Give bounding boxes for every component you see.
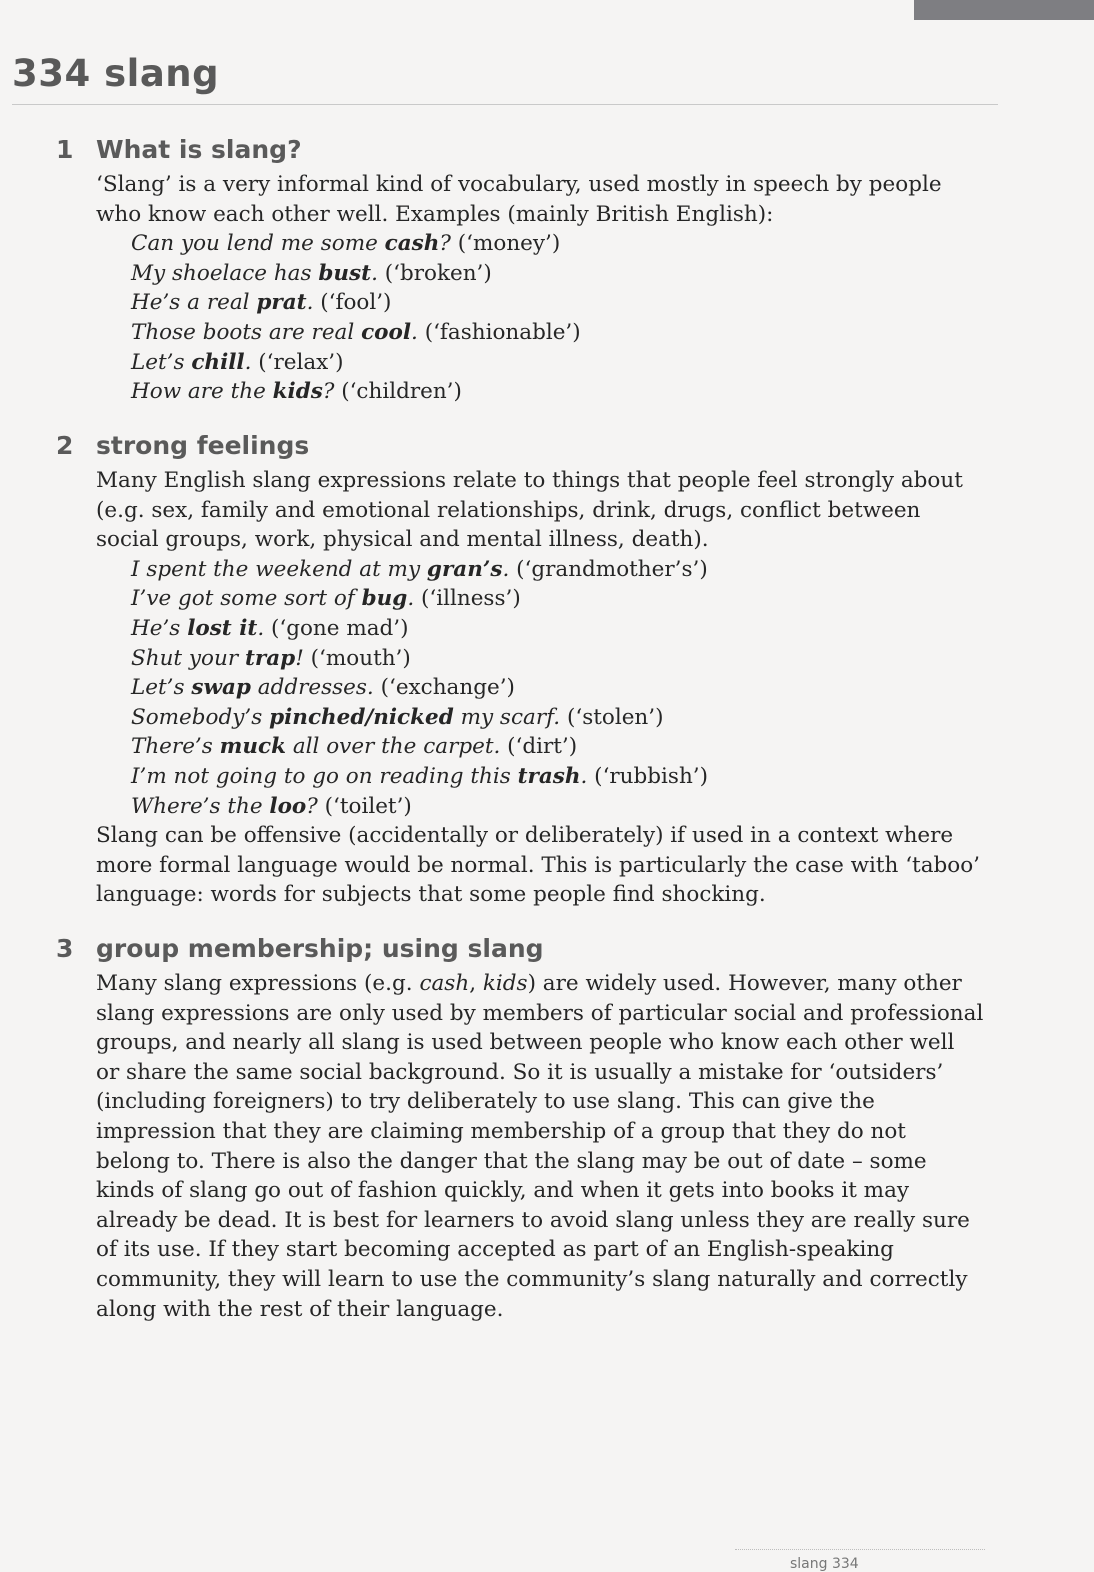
section-number: 1 (56, 135, 74, 164)
section-number: 3 (56, 934, 74, 963)
section-3 (56, 929, 1006, 1324)
paragraph-line: belong to. There is also the danger that the slang may be out of date – some (96, 1148, 927, 1174)
paragraph-line: (e.g. sex, family and emotional relationships, drink, drugs, conflict between (96, 497, 921, 523)
example-line: Let’s chill. (‘relax’) (131, 349, 344, 375)
example-line: He’s lost it. (‘gone mad’) (131, 615, 409, 641)
section-2 (56, 426, 1006, 910)
paragraph-line: already be dead. It is best for learners to avoid slang unless they are really sure (96, 1207, 970, 1233)
example-line: My shoelace has bust. (‘broken’) (131, 260, 492, 286)
paragraph-line: or share the same social background. So it is usually a mistake for ‘outsiders’ (96, 1059, 944, 1085)
running-footer: slang 334 (790, 1556, 859, 1572)
paragraph-line: social groups, work, physical and mental illness, death). (96, 527, 709, 553)
paragraph-line: ‘Slang’ is a very informal kind of vocabulary, used mostly in speech by people (96, 172, 942, 197)
section-body (96, 466, 1006, 910)
paragraph-line: Many slang expressions (e.g. cash, kids) are widely used. However, many other (96, 971, 962, 996)
section-heading (56, 426, 1006, 466)
paragraph-line: who know each other well. Examples (mainly British English): (96, 201, 774, 227)
section-title: What is slang? (96, 135, 302, 164)
paragraph-line: impression that they are claiming membership of a group that they do not (96, 1118, 906, 1144)
section-body (96, 969, 1006, 1324)
paragraph-line: (including foreigners) to try deliberately to use slang. This can give the (96, 1089, 875, 1115)
paragraph-line: slang expressions are only used by members of particular social and professional (96, 1000, 984, 1026)
example-line: Somebody’s pinched/nicked my scarf. (‘stolen’) (131, 704, 664, 730)
paragraph-line: language: words for subjects that some people find shocking. (96, 882, 766, 908)
example-line: I spent the weekend at my gran’s. (‘grandmother’s’) (131, 556, 708, 582)
example-line: Where’s the loo? (‘toilet’) (131, 793, 412, 819)
example-line: I’m not going to go on reading this trash. (‘rubbish’) (131, 763, 709, 789)
paragraph-line: community, they will learn to use the community’s slang naturally and correctly (96, 1266, 968, 1292)
example-line: There’s muck all over the carpet. (‘dirt’) (131, 734, 578, 760)
paragraph-line: Many English slang expressions relate to things that people feel strongly about (96, 468, 963, 493)
paragraph-line: Slang can be offensive (accidentally or deliberately) if used in a context where (96, 823, 954, 849)
section-number: 2 (56, 431, 74, 460)
title-rule (12, 104, 998, 105)
example-line: Shut your trap! (‘mouth’) (131, 645, 411, 671)
section-heading (56, 130, 1006, 170)
example-line: Let’s swap addresses. (‘exchange’) (131, 675, 515, 701)
paragraph-line: along with the rest of their language. (96, 1296, 504, 1322)
paragraph-line: more formal language would be normal. This is particularly the case with ‘taboo’ (96, 852, 980, 878)
section-title: group membership; using slang (96, 934, 544, 963)
page-title: 334 slang (12, 52, 220, 95)
example-line: How are the kids? (‘children’) (131, 379, 462, 405)
example-line: Those boots are real cool. (‘fashionable’) (131, 319, 581, 345)
corner-tab (914, 0, 1094, 20)
paragraph-line: of its use. If they start becoming accepted as part of an English-speaking (96, 1237, 894, 1263)
example-line: He’s a real prat. (‘fool’) (131, 290, 392, 316)
section-body (96, 170, 1006, 407)
paragraph-line: kinds of slang go out of fashion quickly, and when it gets into books it may (96, 1178, 910, 1204)
section-1 (56, 130, 1006, 407)
section-title: strong feelings (96, 431, 310, 460)
section-heading (56, 929, 1006, 969)
paragraph-line: groups, and nearly all slang is used between people who know each other well (96, 1030, 955, 1056)
example-line: Can you lend me some cash? (‘money’) (131, 231, 561, 257)
example-line: I’ve got some sort of bug. (‘illness’) (131, 586, 521, 612)
footer-rule (735, 1549, 985, 1550)
